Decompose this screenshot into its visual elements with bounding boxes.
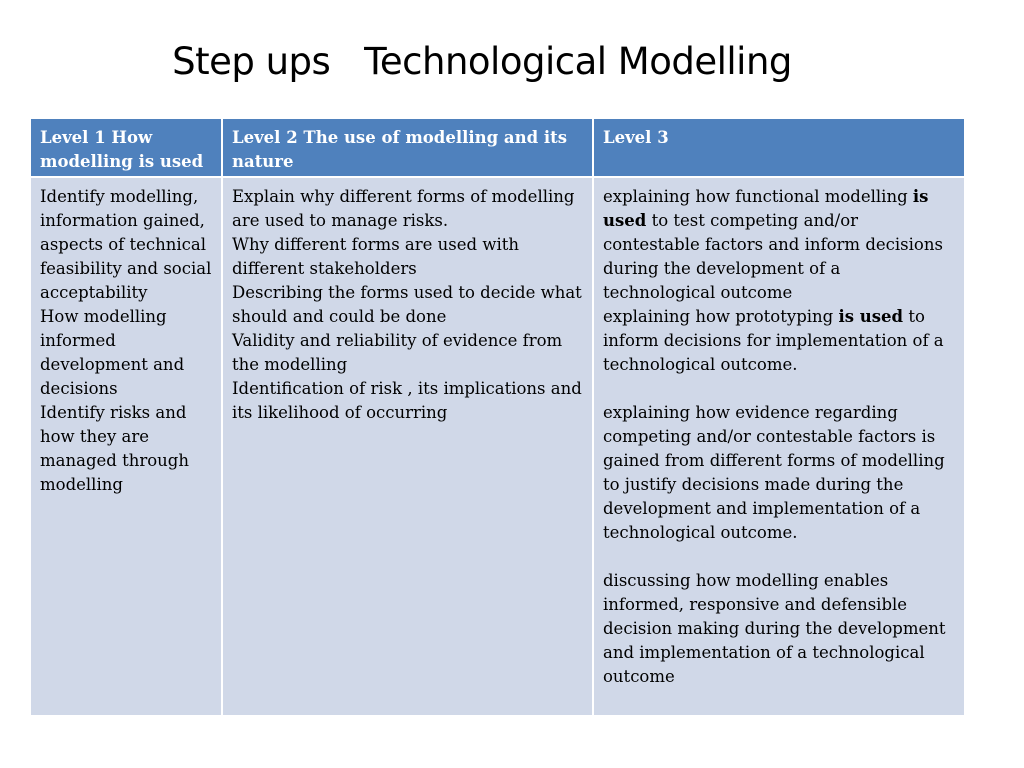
level-1-item: Identify modelling, information gained, aspects of technical feasibility and social acceptability: [40, 187, 212, 302]
level-3-item-evidence: explaining how evidence regarding competing and/or contestable factors is gained from different forms of modelling to justify decisions made during the development and implementation of a technological outcome.: [603, 403, 945, 542]
emphasis-is-used: is used: [838, 307, 904, 326]
levels-table: [29, 117, 966, 717]
level-2-item: Identification of risk , its implications and its likelihood of occurring: [232, 379, 582, 422]
header-level-1: Level 1 How modelling is used: [30, 118, 222, 177]
level-3-item-prototyping: explaining how prototyping is used to inform decisions for implementation of a technological outcome.: [603, 307, 944, 374]
level-1-item: Identify risks and how they are managed through modelling: [40, 403, 189, 494]
emphasis-is-used: is used: [603, 187, 929, 230]
level-2-item: Why different forms are used with different stakeholders: [232, 235, 519, 278]
level-2-item: Validity and reliability of evidence from the modelling: [232, 331, 563, 374]
table-row: [30, 177, 965, 716]
slide-title: Step ups Technological Modelling: [172, 40, 792, 83]
level-3-item-discussion: discussing how modelling enables informed, responsive and defensible decision making during the development and implementation of a technological outcome: [603, 571, 946, 686]
cell-level-2: [222, 177, 593, 716]
level-2-item: Explain why different forms of modelling are used to manage risks.: [232, 187, 575, 230]
level-2-item: Describing the forms used to decide what should and could be done: [232, 283, 582, 326]
table-header-row: [30, 118, 965, 177]
cell-level-3: [593, 177, 965, 716]
header-level-3: Level 3: [593, 118, 965, 177]
level-3-item-functional-modelling: explaining how functional modelling is used to test competing and/or contestable factors and inform decisions during the development of a technological outcome: [603, 187, 943, 302]
level-1-item: How modelling informed development and decisions: [40, 307, 185, 398]
cell-level-1: [30, 177, 222, 716]
header-level-2: Level 2 The use of modelling and its nature: [222, 118, 593, 177]
